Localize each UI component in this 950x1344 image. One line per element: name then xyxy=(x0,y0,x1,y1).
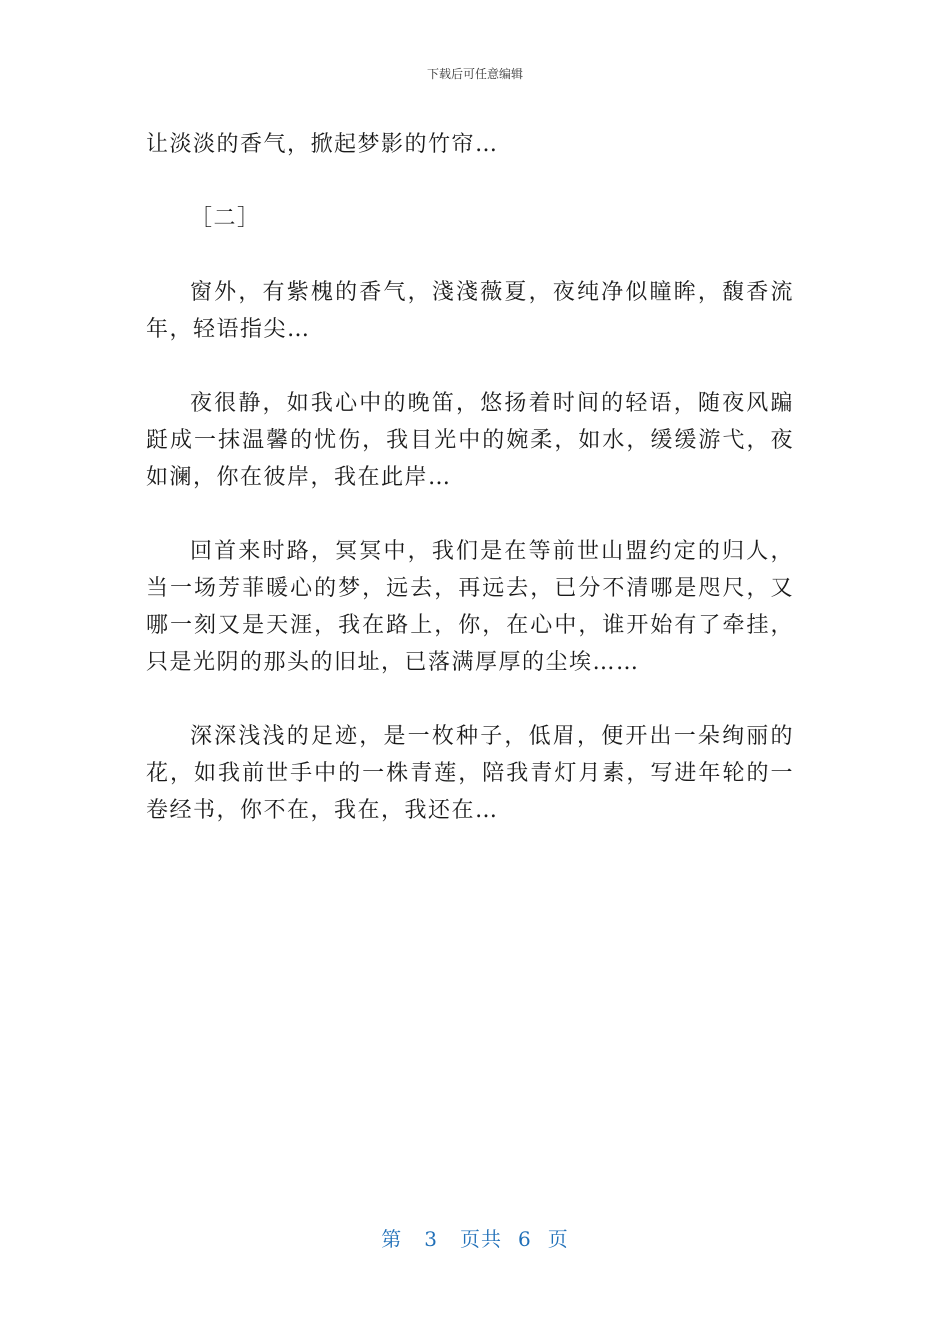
document-body xyxy=(146,126,794,829)
page-header: 下载后可任意编辑 xyxy=(426,67,523,81)
footer-suffix: 页 xyxy=(547,1227,569,1251)
current-page-number: 3 xyxy=(424,1227,438,1251)
paragraph: 窗外，有紫槐的香气，淺淺薇夏，夜纯净似瞳眸，馥香流年，轻语指尖… xyxy=(146,280,794,342)
total-pages-number: 6 xyxy=(518,1227,532,1251)
paragraph: 夜很静，如我心中的晚笛，悠扬着时间的轻语，随夜风蹁跹成一抹温馨的忧伤，我目光中的婉柔，如水，缓缓游弋，夜如澜，你在彼岸，我在此岸… xyxy=(146,391,794,490)
footer-prefix: 第 xyxy=(381,1227,403,1251)
section-marker: ［二］ xyxy=(190,206,261,231)
paragraph: 深深浅浅的足迹，是一枚种子，低眉，便开出一朵绚丽的花，如我前世手中的一株青莲，陪我青灯月素，写进年轮的一卷经书，你不在，我在，我还在… xyxy=(146,724,794,823)
footer-middle: 页共 xyxy=(460,1227,502,1251)
paragraph-continuation: 让淡淡的香气，掀起梦影的竹帘… xyxy=(146,132,499,157)
page-footer xyxy=(0,1226,950,1252)
paragraph: 回首来时路，冥冥中，我们是在等前世山盟约定的归人，当一场芳菲暖心的梦，远去，再远去，已分不清哪是咫尺，又哪一刻又是天涯，我在路上，你，在心中，谁开始有了牵挂，只是光阴的那头的旧址，已落满厚厚的尘埃…… xyxy=(146,539,794,675)
